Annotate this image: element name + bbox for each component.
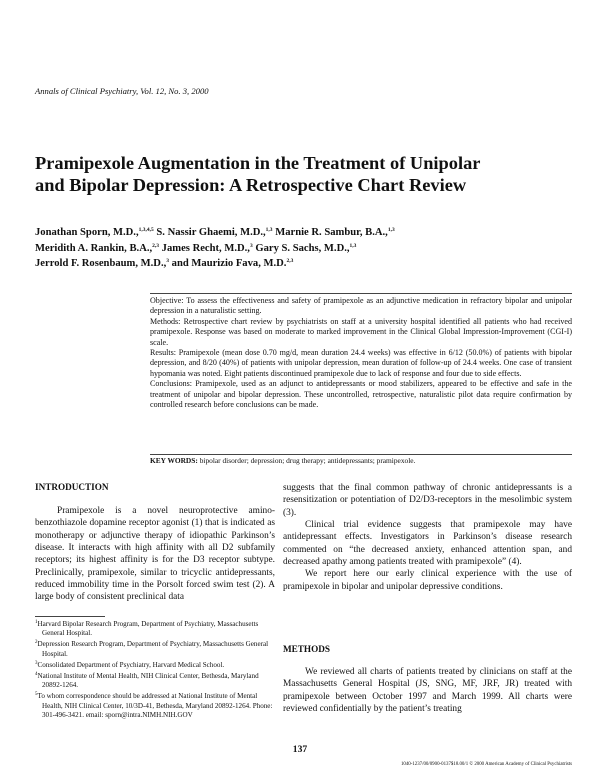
intro-paragraph-2: suggests that the final common pathway of chronic antidepressants is a resensitization or potentiation of D2/D3-receptors in the mesolimbic system (3). [283, 483, 572, 518]
author-name: S. Nassir Ghaemi, M.D., [156, 227, 266, 238]
footnote: $^3$Consolidated Department of Psychiatry, Harvard Medical School. [35, 660, 225, 669]
author-affiliation: 3 [166, 258, 169, 265]
abstract-objective: Objective: To assess the effectiveness and safety of pramipexole as an adjunctive medication in refractory bipolar and unipolar depression in a naturalistic setting. [150, 296, 572, 316]
author-name: Jonathan Sporn, M.D., [35, 227, 139, 238]
keywords [150, 456, 572, 465]
footnote: $^1$Harvard Bipolar Research Program, Department of Psychiatry, Massachusetts General Hospital. [35, 620, 259, 638]
author-name: Meridith A. Rankin, B.A., [35, 242, 153, 254]
intro-paragraph-4: We report here our early clinical experience with the use of pramipexole in bipolar and unipolar depressive conditions. [283, 569, 572, 592]
page-number: 137 [292, 744, 308, 755]
author-affiliation: 1,3 [349, 242, 357, 249]
intro-paragraph-3: Clinical trial evidence suggests that pramipexole may have antidepressant effects. Investigators in Parkinson’s disease research commented on “the decreased anxiety, enhanced attention span, and decreased apathy among patients treated with pramipexole” (4). [283, 520, 572, 568]
keywords-list: bipolar disorder; depression; drug therapy; antidepressants; pramipexole. [199, 456, 416, 465]
author-affiliation: 1,3,4,5 [138, 227, 154, 233]
abstract [150, 296, 572, 410]
footnotes [35, 618, 275, 720]
article-title [35, 152, 555, 196]
author-name: Jerrold F. Rosenbaum, M.D., [35, 258, 167, 270]
author-affiliation: 1,3 [265, 227, 273, 233]
author-conjunction: and [171, 258, 189, 270]
author-affiliation: 3 [249, 242, 253, 249]
methods-section [283, 666, 572, 715]
abstract-results: Results: Pramipexole (mean dose 0.70 mg/d, mean duration 24.4 weeks) was effective in 6/12 (50.0%) of patients with bipolar depression, and 8/20 (40%) of patients with unipolar depression, mean duration of follow-up of 24.4 weeks. One case of transient hypomania was noted. Eight patients discontinued pramipexole due to lack of response and four due to side effects. [150, 348, 572, 378]
author-name: Gary S. Sachs, M.D., [255, 242, 350, 254]
author-list [35, 224, 575, 271]
abstract-conclusions: Conclusions: Pramipexole, used as an adjunct to antidepressants or mood stabilizers, appeared to be effective and safe in the treatment of unipolar and bipolar depression. These uncontrolled, retrospective, naturalistic pilot data require confirmation by controlled research before conclusions can be made. [150, 379, 572, 410]
methods-paragraph-1: We reviewed all charts of patients treated by clinicians on staff at the Massachusetts General Hospital (JS, SNG, MF, JRF, JR) treated with pramipexole between October 1997 and March 1999. All charts were reviewed confidentially by the patient’s treating [283, 667, 572, 715]
title-line-2: and Bipolar Depression: A Retrospective Chart Review [35, 175, 467, 195]
keywords-label: KEY WORDS: [150, 456, 198, 465]
author-line-1 [35, 224, 575, 240]
methods-heading: METHODS [283, 644, 330, 654]
author-line-3 [35, 255, 575, 271]
title-line-1: Pramipexole Augmentation in the Treatment of Unipolar [35, 153, 481, 173]
author-line-2 [35, 240, 575, 256]
author-name: Marnie R. Sambur, B.A., [275, 227, 388, 238]
abstract-bottom-rule [150, 454, 572, 455]
footnote-rule [35, 616, 105, 617]
abstract-top-rule [150, 293, 572, 294]
author-name: James Recht, M.D., [161, 242, 250, 254]
journal-citation: Annals of Clinical Psychiatry, Vol. 12, No. 3, 2000 [35, 86, 209, 96]
right-column [283, 482, 572, 593]
abstract-methods: Methods: Retrospective chart review by psychiatrists on staff at a university hospital identified all patients who had received pramipexole. Response was based on moderate to marked improvement in the Clinical Global Impression-Improvement (CGI-I) scale. [150, 316, 572, 347]
introduction-heading: INTRODUCTION [35, 482, 109, 492]
left-column [35, 505, 275, 604]
footnote: $^2$Depression Research Program, Department of Psychiatry, Massachusetts General Hospital. [35, 640, 269, 658]
author-affiliation: 2,3 [286, 258, 294, 265]
author-name: Maurizio Fava, M.D. [191, 258, 287, 270]
intro-paragraph-1: Pramipexole is a novel neuroprotective amino-benzothiazole dopamine receptor agonist (1) that is indicated as monotherapy or adjunctive therapy of idiopathic Parkinson’s disease. It interacts with high affinity with all D2 subfamily receptors; its highest affinity is for the D3 receptor subtype. Preclinically, pramipexole, similar to tricyclic antidepressants, reduced immobility time in the Porsolt forced swim test (2). A large body of consistent preclinical data [35, 506, 275, 603]
author-affiliation: 1,3 [387, 227, 395, 233]
footnote: $^4$National Institute of Mental Health, NIH Clinical Center, Bethesda, Maryland 20892-1264. [35, 672, 259, 690]
footnote: $^5$To whom correspondence should be addressed at National Institute of Mental Health, NIH Clinical Center, 10/3D-41, Bethesda, Maryland 20892-1264. Phone: 301-496-3421. email: sporn@intra.NIMH.NIH.GOV [35, 692, 273, 719]
author-affiliation: 2,3 [152, 242, 160, 249]
copyright-line: 1040-1237/00/0900-0137$18.00/1 © 2000 American Academy of Clinical Psychiatrists [400, 762, 572, 767]
